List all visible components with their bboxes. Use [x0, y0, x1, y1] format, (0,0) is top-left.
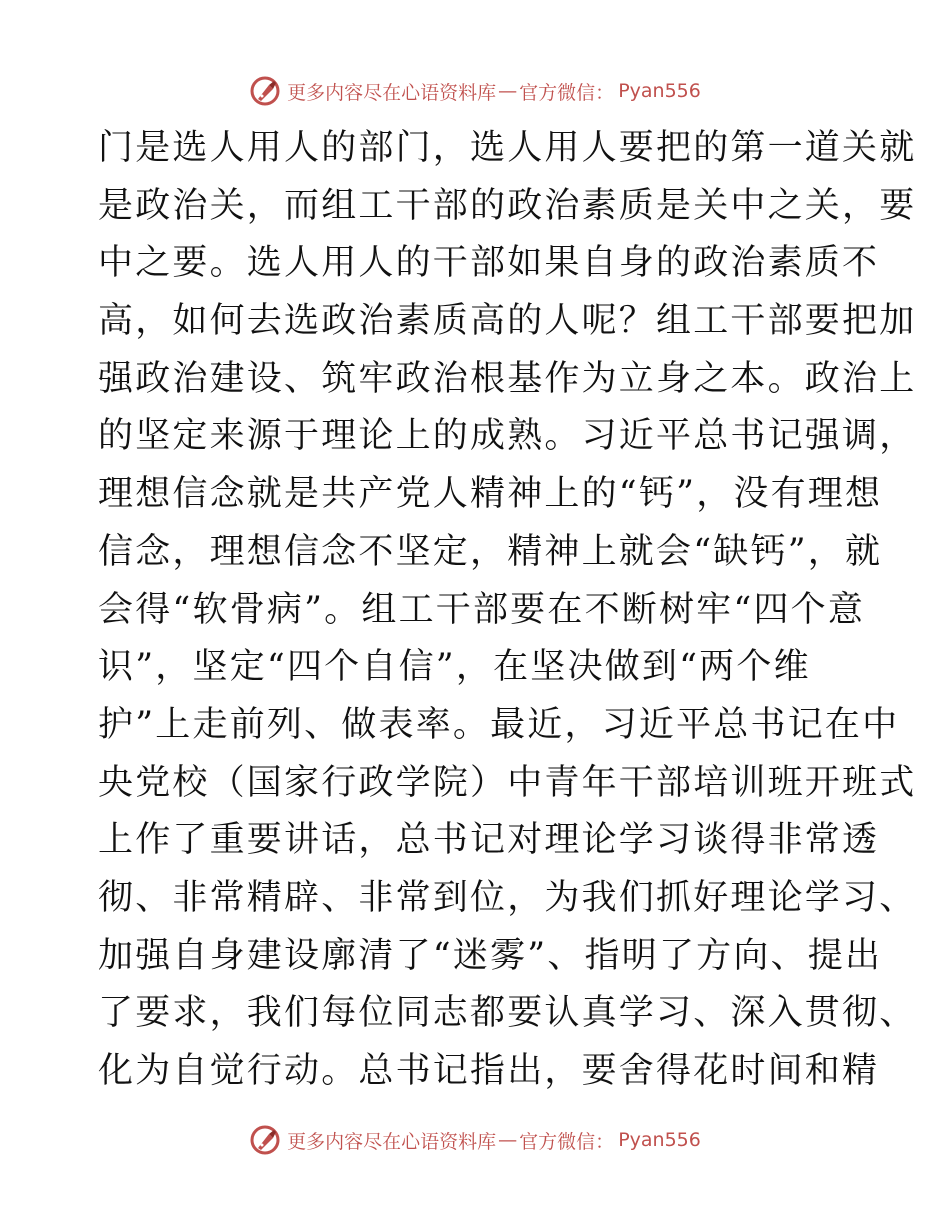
footer-wechat-label: 官方微信： — [519, 1130, 615, 1153]
body-line: 门是选人用人的部门，选人用人要把的第一道关就 — [98, 128, 917, 168]
footer-dash: — — [498, 1129, 518, 1151]
body-line: 理想信念就是共产党人精神上的“钙”，没有理想 — [98, 474, 883, 515]
body-line: 了要求，我们每位同志都要认真学习、深入贯彻、 — [98, 993, 917, 1034]
body-line: 央党校（国家行政学院）中青年干部培训班开班式 — [98, 762, 917, 803]
body-line: 护”上走前列、做表率。最近，习近平总书记在中 — [98, 704, 900, 745]
document-body — [98, 120, 917, 1101]
body-line: 强政治建设、筑牢政治根基作为立身之本。政治上 — [98, 358, 917, 399]
body-line: 高，如何去选政治素质高的人呢？组工干部要把加 — [98, 301, 917, 342]
body-line: 是政治关，而组工干部的政治素质是关中之关，要 — [98, 185, 917, 226]
footer-brand-text: 更多内容尽在心语资料库 — [287, 1130, 497, 1153]
body-line: 的坚定来源于理论上的成熟。习近平总书记强调， — [98, 416, 917, 457]
body-line: 会得“软骨病”。组工干部要在不断树牢“四个意 — [98, 589, 866, 630]
body-line: 中之要。选人用人的干部如果自身的政治素质不 — [98, 243, 880, 284]
footer-wechat-handle: Pyan556 — [618, 1129, 701, 1151]
header-wechat-label: 官方微信： — [519, 81, 615, 104]
body-line: 化为自觉行动。总书记指出，要舍得花时间和精 — [98, 1051, 880, 1091]
header-wechat-handle: Pyan556 — [618, 80, 701, 102]
header-watermark — [0, 69, 950, 113]
body-line: 识”，坚定“四个自信”，在坚决做到“两个维 — [98, 647, 811, 688]
pen-nib-logo-icon — [249, 1124, 281, 1156]
header-dash: — — [498, 80, 518, 102]
body-line: 彻、非常精辟、非常到位，为我们抓好理论学习、 — [98, 877, 917, 918]
pen-nib-logo-icon — [249, 75, 281, 107]
footer-watermark — [0, 1118, 950, 1162]
header-brand-text: 更多内容尽在心语资料库 — [287, 81, 497, 104]
body-line: 信念，理想信念不坚定，精神上就会“缺钙”，就 — [98, 531, 883, 572]
body-line: 上作了重要讲话，总书记对理论学习谈得非常透 — [98, 820, 880, 861]
body-line: 加强自身建设廓清了“迷雾”、指明了方向、提出 — [98, 935, 883, 976]
